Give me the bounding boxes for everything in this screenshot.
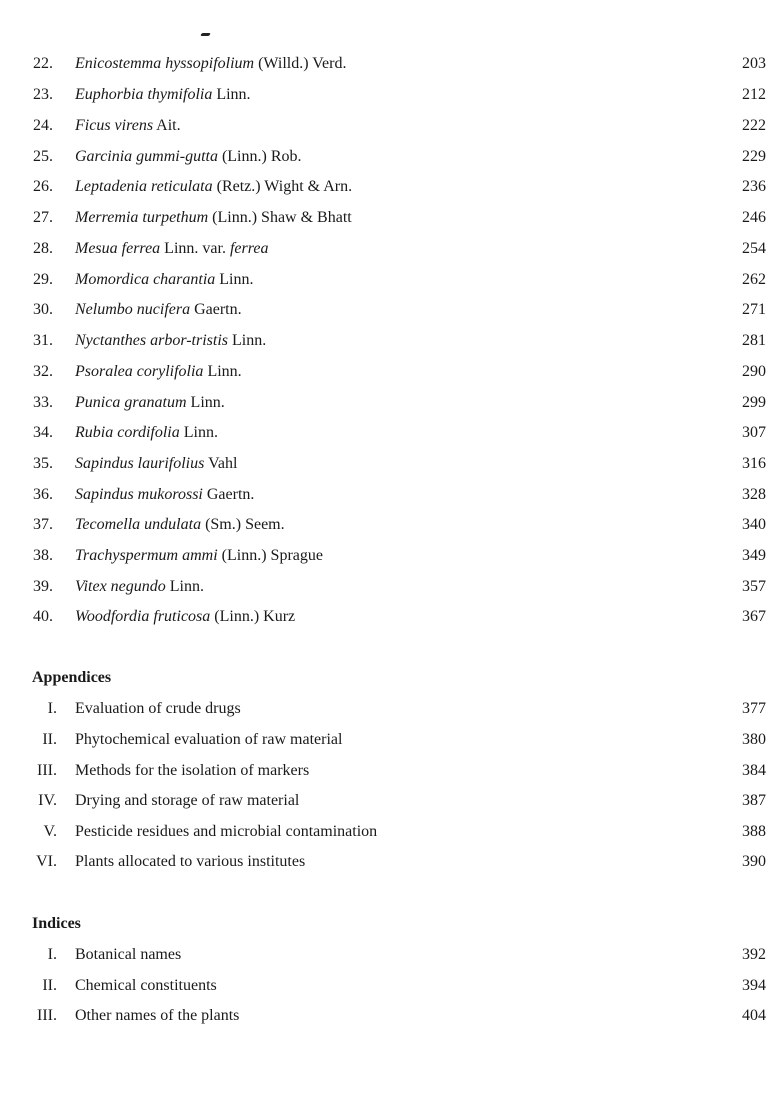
page-number: 281 (742, 332, 766, 349)
page-number: 380 (742, 731, 766, 748)
entry-title (75, 238, 268, 260)
toc-entry[interactable] (0, 207, 780, 229)
entry-title (75, 361, 242, 383)
entry-title (75, 207, 352, 229)
index-entry[interactable] (0, 975, 780, 997)
entry-number: 32. (33, 363, 53, 380)
toc-entry[interactable] (0, 576, 780, 598)
botanical-name: Trachyspermum ammi (75, 547, 218, 564)
appendix-entry[interactable] (0, 698, 780, 720)
entry-number: 38. (33, 547, 53, 564)
entry-title (75, 84, 251, 106)
page-number: 307 (742, 424, 766, 441)
entry-title (75, 53, 346, 75)
entry-number: 37. (33, 516, 53, 533)
page-number: 357 (742, 578, 766, 595)
page-number: 340 (742, 516, 766, 533)
entry-number: 36. (33, 486, 53, 503)
botanical-name: Ficus virens (75, 117, 154, 134)
toc-entry[interactable] (0, 422, 780, 444)
botanical-name: Merremia turpethum (75, 209, 209, 226)
toc-entry[interactable] (0, 330, 780, 352)
toc-entry[interactable] (0, 453, 780, 475)
index-entry[interactable] (0, 1005, 780, 1027)
author-citation: Ait. (153, 117, 181, 134)
variety-name: ferrea (229, 240, 269, 257)
botanical-name: Momordica charantia (75, 271, 216, 288)
author-citation: Linn. var. (160, 240, 230, 257)
entry-number: 29. (33, 271, 53, 288)
page-number: 316 (742, 455, 766, 472)
botanical-name: Enicostemma hyssopifolium (75, 55, 255, 72)
author-citation: Linn. (212, 86, 251, 103)
entry-title: Evaluation of crude drugs (75, 700, 241, 717)
appendices-heading: Appendices (32, 669, 112, 686)
print-mark (200, 33, 210, 36)
page-number: 367 (742, 608, 766, 625)
entry-number: 23. (33, 86, 53, 103)
toc-entry[interactable] (0, 115, 780, 137)
page-number: 394 (742, 977, 766, 994)
appendix-entry[interactable] (0, 760, 780, 782)
entry-number: 30. (33, 301, 53, 318)
toc-entry[interactable] (0, 299, 780, 321)
page-number: 299 (742, 394, 766, 411)
entry-number: III. (37, 1007, 57, 1024)
entry-number: II. (42, 731, 57, 748)
botanical-name: Sapindus mukorossi (75, 486, 203, 503)
toc-entry[interactable] (0, 392, 780, 414)
entry-title: Plants allocated to various institutes (75, 853, 306, 870)
entry-title: Drying and storage of raw material (75, 792, 300, 809)
page-number: 262 (742, 271, 766, 288)
entry-number: IV. (38, 792, 57, 809)
entry-title (75, 606, 295, 628)
botanical-name: Woodfordia fruticosa (75, 608, 211, 625)
page-number: 404 (742, 1007, 766, 1024)
page-number: 349 (742, 547, 766, 564)
entry-number: III. (37, 762, 57, 779)
page-number: 236 (742, 178, 766, 195)
toc-entry[interactable] (0, 606, 780, 628)
entry-number: 27. (33, 209, 53, 226)
entry-number: 24. (33, 117, 53, 134)
toc-entry[interactable] (0, 361, 780, 383)
author-citation: Gaertn. (190, 301, 242, 318)
entry-title: Other names of the plants (75, 1007, 240, 1024)
entry-number: 34. (33, 424, 53, 441)
entry-number: 31. (33, 332, 53, 349)
entry-title: Pesticide residues and microbial contamination (75, 823, 378, 840)
botanical-name: Nyctanthes arbor-tristis (75, 332, 229, 349)
author-citation: (Sm.) Seem. (201, 516, 285, 533)
author-citation: (Linn.) Shaw & Bhatt (208, 209, 352, 226)
entry-title (75, 514, 285, 536)
entry-title (75, 330, 266, 352)
entry-number: 35. (33, 455, 53, 472)
entry-title (75, 269, 254, 291)
botanical-name: Psoralea corylifolia (75, 363, 204, 380)
botanical-name: Vitex negundo (75, 578, 166, 595)
entry-number: 40. (33, 608, 53, 625)
toc-entry[interactable] (0, 545, 780, 567)
entry-number: 33. (33, 394, 53, 411)
page-number: 229 (742, 148, 766, 165)
entry-title (75, 146, 302, 168)
page-number: 246 (742, 209, 766, 226)
page-number: 377 (742, 700, 766, 717)
entry-title: Chemical constituents (75, 977, 217, 994)
entry-number: 26. (33, 178, 53, 195)
author-citation: Linn. (179, 424, 218, 441)
entry-title (75, 576, 204, 598)
entry-number: 39. (33, 578, 53, 595)
entry-title: Botanical names (75, 946, 182, 963)
page-number: 388 (742, 823, 766, 840)
page-number: 254 (742, 240, 766, 257)
toc-entry[interactable] (0, 176, 780, 198)
author-citation: Linn. (165, 578, 204, 595)
appendix-entry[interactable] (0, 729, 780, 751)
author-citation: Gaertn. (202, 486, 255, 503)
page-number: 392 (742, 946, 766, 963)
author-citation: (Linn.) Kurz (210, 608, 296, 625)
entry-number: 25. (33, 148, 53, 165)
entry-title (75, 422, 218, 444)
toc-entry[interactable] (0, 269, 780, 291)
botanical-name: Rubia cordifolia (75, 424, 180, 441)
page-number: 384 (742, 762, 766, 779)
entry-title (75, 115, 181, 137)
toc-entry[interactable] (0, 146, 780, 168)
entry-number: I. (47, 946, 57, 963)
author-citation: (Linn.) Rob. (217, 148, 302, 165)
page-number: 290 (742, 363, 766, 380)
entry-title (75, 545, 323, 567)
botanical-name: Nelumbo nucifera (75, 301, 191, 318)
entry-number: VI. (36, 853, 57, 870)
botanical-name: Sapindus laurifolius (75, 455, 205, 472)
entry-number: II. (42, 977, 57, 994)
botanical-name: Punica granatum (75, 394, 187, 411)
page-number: 212 (742, 86, 766, 103)
indices-heading: Indices (32, 915, 81, 932)
entry-title: Phytochemical evaluation of raw material (75, 731, 343, 748)
index-entry[interactable] (0, 944, 780, 966)
toc-entry[interactable] (0, 484, 780, 506)
page-number: 271 (742, 301, 766, 318)
entry-title: Methods for the isolation of markers (75, 762, 310, 779)
botanical-name: Tecomella undulata (75, 516, 202, 533)
entry-title (75, 453, 237, 475)
page-number: 222 (742, 117, 766, 134)
author-citation: (Retz.) Wight & Arn. (212, 178, 353, 195)
toc-entry[interactable] (0, 238, 780, 260)
entry-title (75, 176, 352, 198)
entry-number: V. (43, 823, 57, 840)
author-citation: Vahl (204, 455, 238, 472)
toc-entry[interactable] (0, 514, 780, 536)
page-number: 387 (742, 792, 766, 809)
entry-number: 22. (33, 55, 53, 72)
toc-entry[interactable] (0, 84, 780, 106)
page-number: 203 (742, 55, 766, 72)
entry-number: I. (47, 700, 57, 717)
page-number: 328 (742, 486, 766, 503)
author-citation: (Willd.) Verd. (254, 55, 347, 72)
appendix-entry[interactable] (0, 851, 780, 873)
appendix-entry[interactable] (0, 821, 780, 843)
author-citation: Linn. (215, 271, 254, 288)
entry-title (75, 484, 254, 506)
botanical-name: Mesua ferrea (75, 240, 161, 257)
botanical-name: Garcinia gummi-gutta (75, 148, 218, 165)
appendix-entry[interactable] (0, 790, 780, 812)
author-citation: Linn. (228, 332, 267, 349)
entry-title (75, 392, 225, 414)
author-citation: Linn. (186, 394, 225, 411)
entry-number: 28. (33, 240, 53, 257)
toc-entry[interactable] (0, 53, 780, 75)
page-number: 390 (742, 853, 766, 870)
author-citation: (Linn.) Sprague (217, 547, 323, 564)
botanical-name: Leptadenia reticulata (75, 178, 213, 195)
author-citation: Linn. (203, 363, 242, 380)
botanical-name: Euphorbia thymifolia (75, 86, 213, 103)
entry-title (75, 299, 242, 321)
